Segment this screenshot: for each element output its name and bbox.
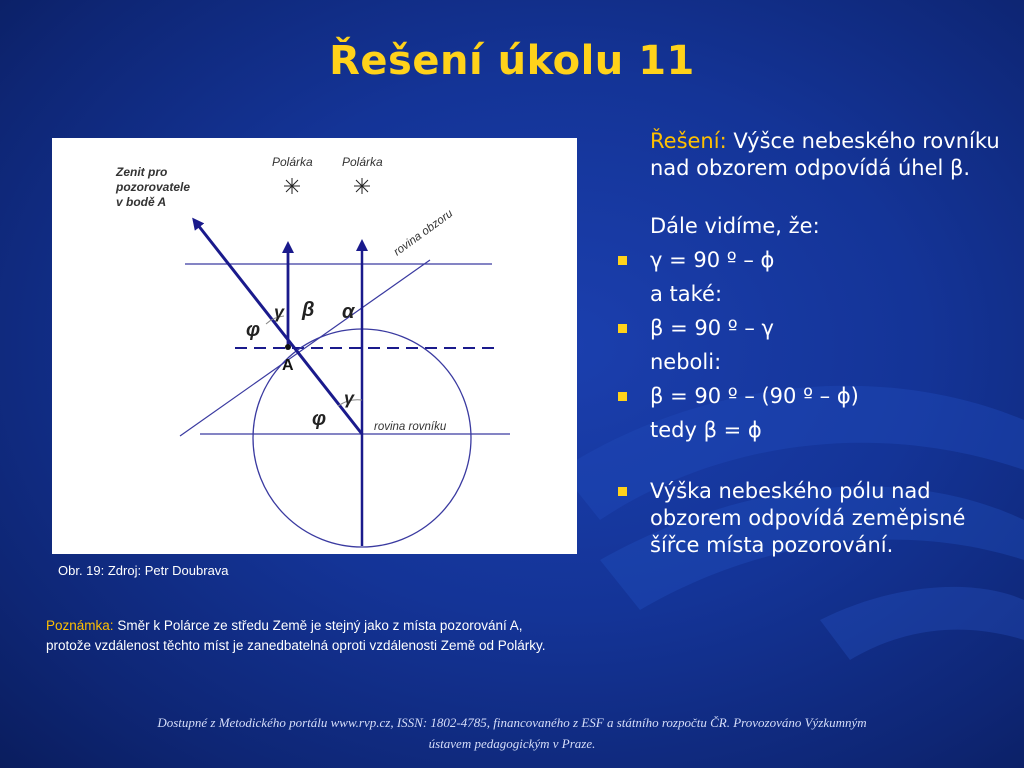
gamma-bottom-label: γ: [344, 388, 355, 408]
polaris-star-2-icon: [354, 178, 370, 194]
bullet-gamma: γ = 90 º – ϕ: [608, 247, 1008, 274]
polaris-label-2: Polárka: [342, 155, 383, 169]
footer: [70, 712, 954, 754]
or-text: neboli:: [650, 350, 722, 374]
solution-label: Řešení:: [650, 129, 727, 153]
phi-top-label: φ: [246, 319, 261, 341]
bullet-beta: β = 90 º – γ: [608, 315, 1008, 342]
therefore-text: tedy β = ϕ: [650, 418, 762, 442]
point-a-dot: [285, 344, 291, 350]
polaris-star-1-icon: [284, 178, 300, 194]
polaris-label-1: Polárka: [272, 155, 313, 169]
celestial-diagram: [52, 138, 577, 554]
gamma-top-label: γ: [274, 302, 285, 322]
note-block: [46, 616, 546, 656]
note-text: Směr k Polárce ze středu Země je stejný jako z místa pozorování A, protože vzdálenost těchto míst je zanedbatelná oproti vzdálenosti Země od Polárky.: [46, 618, 546, 653]
diagram-figure: [52, 138, 577, 554]
zenith-label-line2: pozorovatele: [116, 180, 191, 194]
beta-label: β: [302, 299, 315, 321]
phi-bottom-label: φ: [312, 408, 327, 430]
slide-title: Řešení úkolu 11: [329, 38, 695, 84]
bullet-beta-expanded: β = 90 º – (90 º – ϕ): [608, 383, 1008, 410]
solution-text: Výšce nebeského rovníku nad obzorem odpovídá úhel β.: [650, 129, 1000, 180]
footer-line-1: Dostupné z Metodického portálu www.rvp.cz, ISSN: 1802-4785, financovaného z ESF a státního rozpočtu ČR. Provozováno Výzkumným: [157, 715, 867, 730]
figure-caption: Obr. 19: Zdroj: Petr Doubrava: [58, 563, 229, 578]
horizon-plane-label: rovina obzoru: [391, 207, 456, 259]
also-text: a také:: [650, 282, 723, 306]
bullet-conclusion: Výška nebeského pólu nad obzorem odpovídá zeměpisné šířce místa pozorování.: [608, 478, 1008, 559]
point-a-label: A: [282, 357, 294, 374]
zenith-label-line1: Zenit pro: [116, 165, 168, 179]
alpha-label: α: [342, 301, 355, 323]
solution-text-block: [608, 128, 1008, 566]
equator-plane-label: rovina rovníku: [374, 421, 447, 433]
note-label: Poznámka:: [46, 618, 114, 633]
zenith-direction-line: [194, 220, 362, 434]
zenith-label-line3: v bodě A: [116, 195, 167, 209]
solution-paragraph: [608, 128, 1008, 182]
next-intro: Dále vidíme, že:: [650, 214, 820, 238]
footer-line-2: ústavem pedagogickým v Praze.: [428, 736, 596, 751]
